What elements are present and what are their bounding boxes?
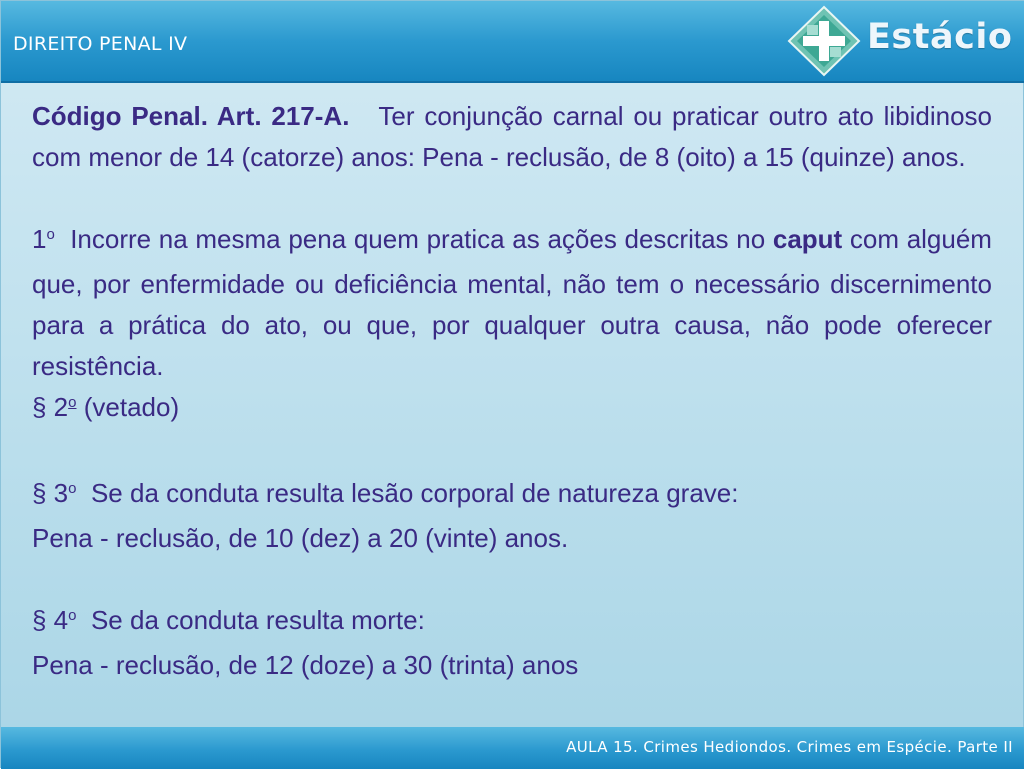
logo-text: Estácio [867, 17, 1013, 57]
paragraph-3 [32, 473, 992, 518]
ordinal-mark: o [68, 607, 77, 624]
lesson-title: AULA 15. Crimes Hediondos. Crimes em Espécie. Parte II [566, 738, 1013, 756]
paragraph-2 [32, 387, 992, 432]
paragraph-text: (vetado) [83, 392, 180, 422]
paragraph-text-cont: com alguém que, por enfermidade ou deficiência mental, não tem o necessário discernimento para a prática do ato, ou que, por qualquer outra causa, não pode oferecer resistência. [32, 224, 992, 381]
estacio-logo [787, 5, 1019, 77]
paragraph-art-217a [32, 96, 992, 178]
paragraph-number: § 4 [32, 605, 69, 635]
paragraph-1 [32, 219, 992, 387]
ordinal-mark: o [68, 480, 77, 497]
ordinal-mark: o [46, 226, 55, 243]
paragraph-number: § 2 [32, 392, 69, 422]
ordinal-mark: o [68, 394, 77, 411]
paragraph-text: Incorre na mesma pena quem pratica as ações descritas no [70, 224, 766, 254]
caput-term: caput [772, 224, 843, 254]
header-bar [1, 1, 1024, 83]
paragraph-3-penalty: Pena - reclusão, de 10 (dez) a 20 (vinte) anos. [32, 523, 569, 553]
paragraph-4 [32, 600, 992, 645]
paragraph-text: Se da conduta resulta morte: [90, 605, 425, 635]
paragraph-text: Se da conduta resulta lesão corporal de natureza grave: [90, 478, 739, 508]
article-text: Ter conjunção carnal ou praticar outro ato libidinoso com menor de 14 (catorze) anos: Pena - reclusão, de 8 (oito) a 15 (quinze) anos. [32, 101, 993, 172]
paragraph-number: 1 [32, 224, 47, 254]
course-title: DIREITO PENAL IV [13, 33, 188, 55]
estacio-logo-icon [787, 5, 861, 77]
paragraph-4-penalty: Pena - reclusão, de 12 (doze) a 30 (trinta) anos [32, 650, 579, 680]
footer-bar [1, 727, 1024, 769]
article-heading: Código Penal. Art. 217-A. [32, 101, 350, 131]
slide-content [32, 96, 992, 686]
paragraph-number: § 3 [32, 478, 69, 508]
